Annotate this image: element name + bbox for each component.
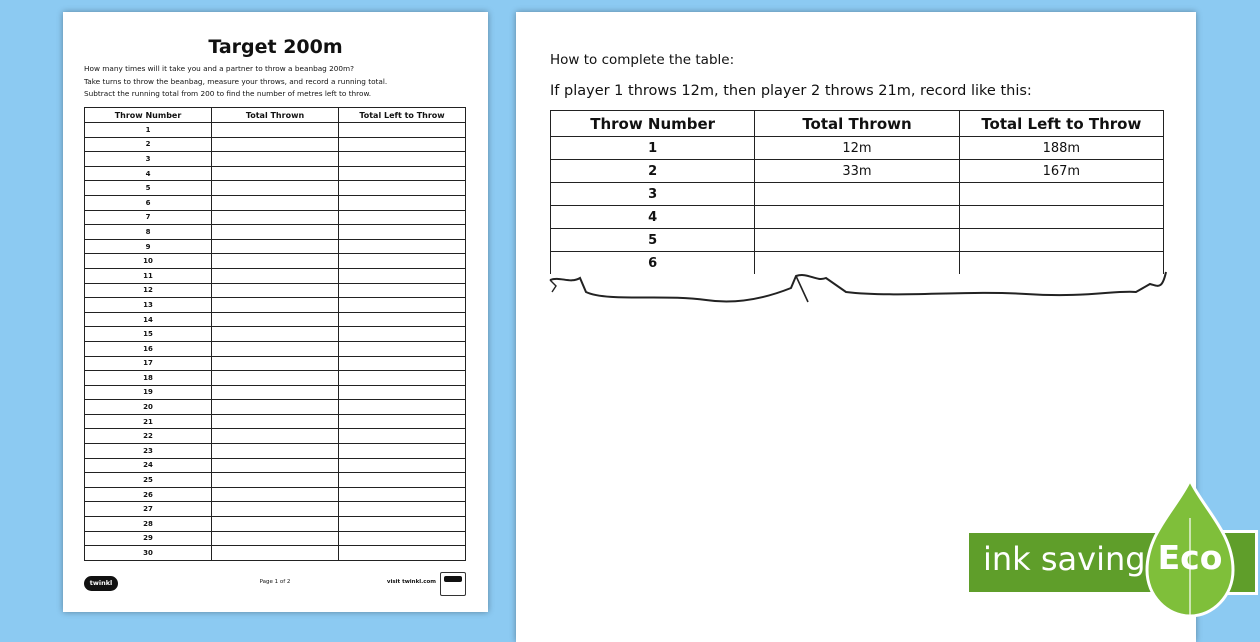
- total-left-cell[interactable]: [339, 502, 466, 517]
- table-row: [85, 327, 466, 342]
- table-row: [85, 458, 466, 473]
- ink-saving-text: ink saving: [983, 540, 1146, 578]
- total-thrown-cell[interactable]: [212, 254, 339, 269]
- total-thrown-cell[interactable]: [212, 400, 339, 415]
- total-left-cell[interactable]: [339, 123, 466, 138]
- total-left-cell[interactable]: [339, 137, 466, 152]
- total-left-cell[interactable]: [339, 166, 466, 181]
- total-thrown-cell[interactable]: [212, 356, 339, 371]
- total-thrown-cell[interactable]: [212, 429, 339, 444]
- total-left-cell: 188m: [959, 137, 1163, 160]
- table-row: [85, 298, 466, 313]
- throw-number-cell: 19: [85, 385, 212, 400]
- throw-number-cell: 26: [85, 487, 212, 502]
- throw-number-cell: 22: [85, 429, 212, 444]
- table-row: [85, 239, 466, 254]
- worksheet-intro: [84, 63, 479, 101]
- table-row: [85, 210, 466, 225]
- table-row: [85, 254, 466, 269]
- table-row: [85, 283, 466, 298]
- throw-number-cell: 13: [85, 298, 212, 313]
- total-left-cell[interactable]: [339, 371, 466, 386]
- total-thrown-cell[interactable]: [212, 371, 339, 386]
- throw-number-cell: 24: [85, 458, 212, 473]
- total-left-cell: [959, 206, 1163, 229]
- table-row: [551, 160, 1164, 183]
- worksheet-footer: [84, 572, 466, 594]
- intro-line: Subtract the running total from 200 to find the number of metres left to throw.: [84, 89, 372, 99]
- total-left-cell[interactable]: [339, 283, 466, 298]
- total-left-cell[interactable]: [339, 181, 466, 196]
- total-thrown-cell[interactable]: [212, 444, 339, 459]
- total-thrown-cell[interactable]: [212, 487, 339, 502]
- table-row: [85, 473, 466, 488]
- throw-number-cell: 18: [85, 371, 212, 386]
- total-left-cell[interactable]: [339, 356, 466, 371]
- total-left-cell[interactable]: [339, 414, 466, 429]
- page-number: Page 1 of 2: [259, 579, 291, 585]
- throw-number-cell: 6: [85, 195, 212, 210]
- total-thrown-cell[interactable]: [212, 210, 339, 225]
- intro-line: Take turns to throw the beanbag, measure your throws, and record a running total.: [84, 76, 388, 86]
- instructions-heading: How to complete the table:: [550, 52, 735, 68]
- table-row: [85, 268, 466, 283]
- table-row: [85, 444, 466, 459]
- total-left-cell: 167m: [959, 160, 1163, 183]
- total-thrown-cell: 33m: [755, 160, 959, 183]
- throw-number-cell: 14: [85, 312, 212, 327]
- total-left-cell: [959, 183, 1163, 206]
- table-row: [85, 166, 466, 181]
- throw-number-cell: 10: [85, 254, 212, 269]
- table-row: [85, 137, 466, 152]
- total-left-cell: [959, 229, 1163, 252]
- table-row: [85, 181, 466, 196]
- worksheet-title: Target 200m: [208, 36, 343, 58]
- total-left-cell[interactable]: [339, 429, 466, 444]
- total-left-cell[interactable]: [339, 341, 466, 356]
- throw-number-cell: 29: [85, 531, 212, 546]
- total-thrown-cell[interactable]: [212, 473, 339, 488]
- total-thrown-cell[interactable]: [212, 312, 339, 327]
- throw-number-cell: 15: [85, 327, 212, 342]
- table-row: [85, 312, 466, 327]
- total-left-cell[interactable]: [339, 239, 466, 254]
- table-row: [85, 546, 466, 561]
- total-thrown-cell: [755, 206, 959, 229]
- total-thrown-cell[interactable]: [212, 123, 339, 138]
- total-thrown-cell[interactable]: [212, 327, 339, 342]
- throw-number-cell: 1: [551, 137, 755, 160]
- throw-number-cell: 2: [85, 137, 212, 152]
- throw-number-cell: 4: [551, 206, 755, 229]
- table-row: [85, 356, 466, 371]
- total-left-cell[interactable]: [339, 254, 466, 269]
- throw-number-cell: 28: [85, 517, 212, 532]
- total-left-cell[interactable]: [339, 546, 466, 561]
- table-header-row: [551, 111, 1164, 137]
- table-row: [85, 123, 466, 138]
- column-header: Total Thrown: [755, 111, 959, 137]
- instructions-example: If player 1 throws 12m, then player 2 throws 21m, record like this:: [550, 83, 1032, 99]
- twinkl-badge-icon: [440, 572, 466, 596]
- throw-number-cell: 30: [85, 546, 212, 561]
- eco-label: Eco: [1157, 538, 1223, 577]
- total-thrown-cell: 12m: [755, 137, 959, 160]
- column-header: Total Left to Throw: [339, 108, 466, 123]
- intro-line: How many times will it take you and a partner to throw a beanbag 200m?: [84, 64, 355, 73]
- throw-number-cell: 25: [85, 473, 212, 488]
- total-left-cell[interactable]: [339, 152, 466, 167]
- throw-number-cell: 6: [551, 252, 755, 275]
- table-header-row: [85, 108, 466, 123]
- table-row: [85, 400, 466, 415]
- throw-number-cell: 3: [85, 152, 212, 167]
- total-left-cell[interactable]: [339, 268, 466, 283]
- total-left-cell[interactable]: [339, 444, 466, 459]
- throws-table: [84, 107, 466, 561]
- table-row: [85, 341, 466, 356]
- throw-number-cell: 16: [85, 341, 212, 356]
- throw-number-cell: 21: [85, 414, 212, 429]
- table-row: [85, 195, 466, 210]
- total-thrown-cell[interactable]: [212, 531, 339, 546]
- table-row: [85, 531, 466, 546]
- total-thrown-cell[interactable]: [212, 268, 339, 283]
- total-left-cell[interactable]: [339, 312, 466, 327]
- throw-number-cell: 2: [551, 160, 755, 183]
- total-left-cell[interactable]: [339, 385, 466, 400]
- throw-number-cell: 8: [85, 225, 212, 240]
- table-row: [85, 487, 466, 502]
- total-left-cell[interactable]: [339, 458, 466, 473]
- table-row: [551, 229, 1164, 252]
- total-left-cell[interactable]: [339, 531, 466, 546]
- total-left-cell[interactable]: [339, 517, 466, 532]
- example-table: [550, 110, 1164, 274]
- total-thrown-cell[interactable]: [212, 298, 339, 313]
- total-thrown-cell: [755, 183, 959, 206]
- throw-number-cell: 5: [85, 181, 212, 196]
- total-thrown-cell[interactable]: [212, 458, 339, 473]
- total-thrown-cell[interactable]: [212, 225, 339, 240]
- throw-number-cell: 23: [85, 444, 212, 459]
- total-left-cell[interactable]: [339, 400, 466, 415]
- twinkl-logo: twinkl: [84, 576, 118, 591]
- table-row: [551, 206, 1164, 229]
- total-thrown-cell[interactable]: [212, 502, 339, 517]
- total-thrown-cell[interactable]: [212, 137, 339, 152]
- torn-paper-edge: [546, 262, 1168, 312]
- worksheet-page-1: [63, 12, 488, 612]
- table-row: [551, 137, 1164, 160]
- total-left-cell[interactable]: [339, 225, 466, 240]
- throw-number-cell: 27: [85, 502, 212, 517]
- total-thrown-cell: [755, 229, 959, 252]
- total-left-cell[interactable]: [339, 487, 466, 502]
- table-row: [85, 517, 466, 532]
- total-thrown-cell[interactable]: [212, 181, 339, 196]
- throw-number-cell: 3: [551, 183, 755, 206]
- throw-number-cell: 17: [85, 356, 212, 371]
- total-left-cell[interactable]: [339, 473, 466, 488]
- total-thrown-cell[interactable]: [212, 152, 339, 167]
- table-row: [85, 152, 466, 167]
- throw-number-cell: 12: [85, 283, 212, 298]
- total-thrown-cell[interactable]: [212, 546, 339, 561]
- throw-number-cell: 11: [85, 268, 212, 283]
- total-thrown-cell[interactable]: [212, 341, 339, 356]
- table-row: [85, 414, 466, 429]
- total-left-cell[interactable]: [339, 195, 466, 210]
- total-thrown-cell[interactable]: [212, 195, 339, 210]
- throw-number-cell: 20: [85, 400, 212, 415]
- table-row: [551, 183, 1164, 206]
- total-thrown-cell[interactable]: [212, 385, 339, 400]
- total-left-cell[interactable]: [339, 298, 466, 313]
- total-thrown-cell[interactable]: [212, 517, 339, 532]
- table-row: [85, 502, 466, 517]
- total-thrown-cell[interactable]: [212, 414, 339, 429]
- total-left-cell[interactable]: [339, 210, 466, 225]
- visit-link-text: visit twinkl.com: [386, 579, 436, 585]
- column-header: Throw Number: [551, 111, 755, 137]
- column-header: Throw Number: [85, 108, 212, 123]
- throw-number-cell: 5: [551, 229, 755, 252]
- table-row: [85, 225, 466, 240]
- table-row: [85, 429, 466, 444]
- throw-number-cell: 9: [85, 239, 212, 254]
- total-left-cell[interactable]: [339, 327, 466, 342]
- table-row: [85, 385, 466, 400]
- table-row: [85, 371, 466, 386]
- throw-number-cell: 7: [85, 210, 212, 225]
- total-thrown-cell[interactable]: [212, 239, 339, 254]
- column-header: Total Left to Throw: [959, 111, 1163, 137]
- total-thrown-cell[interactable]: [212, 166, 339, 181]
- throw-number-cell: 1: [85, 123, 212, 138]
- total-thrown-cell[interactable]: [212, 283, 339, 298]
- column-header: Total Thrown: [212, 108, 339, 123]
- throw-number-cell: 4: [85, 166, 212, 181]
